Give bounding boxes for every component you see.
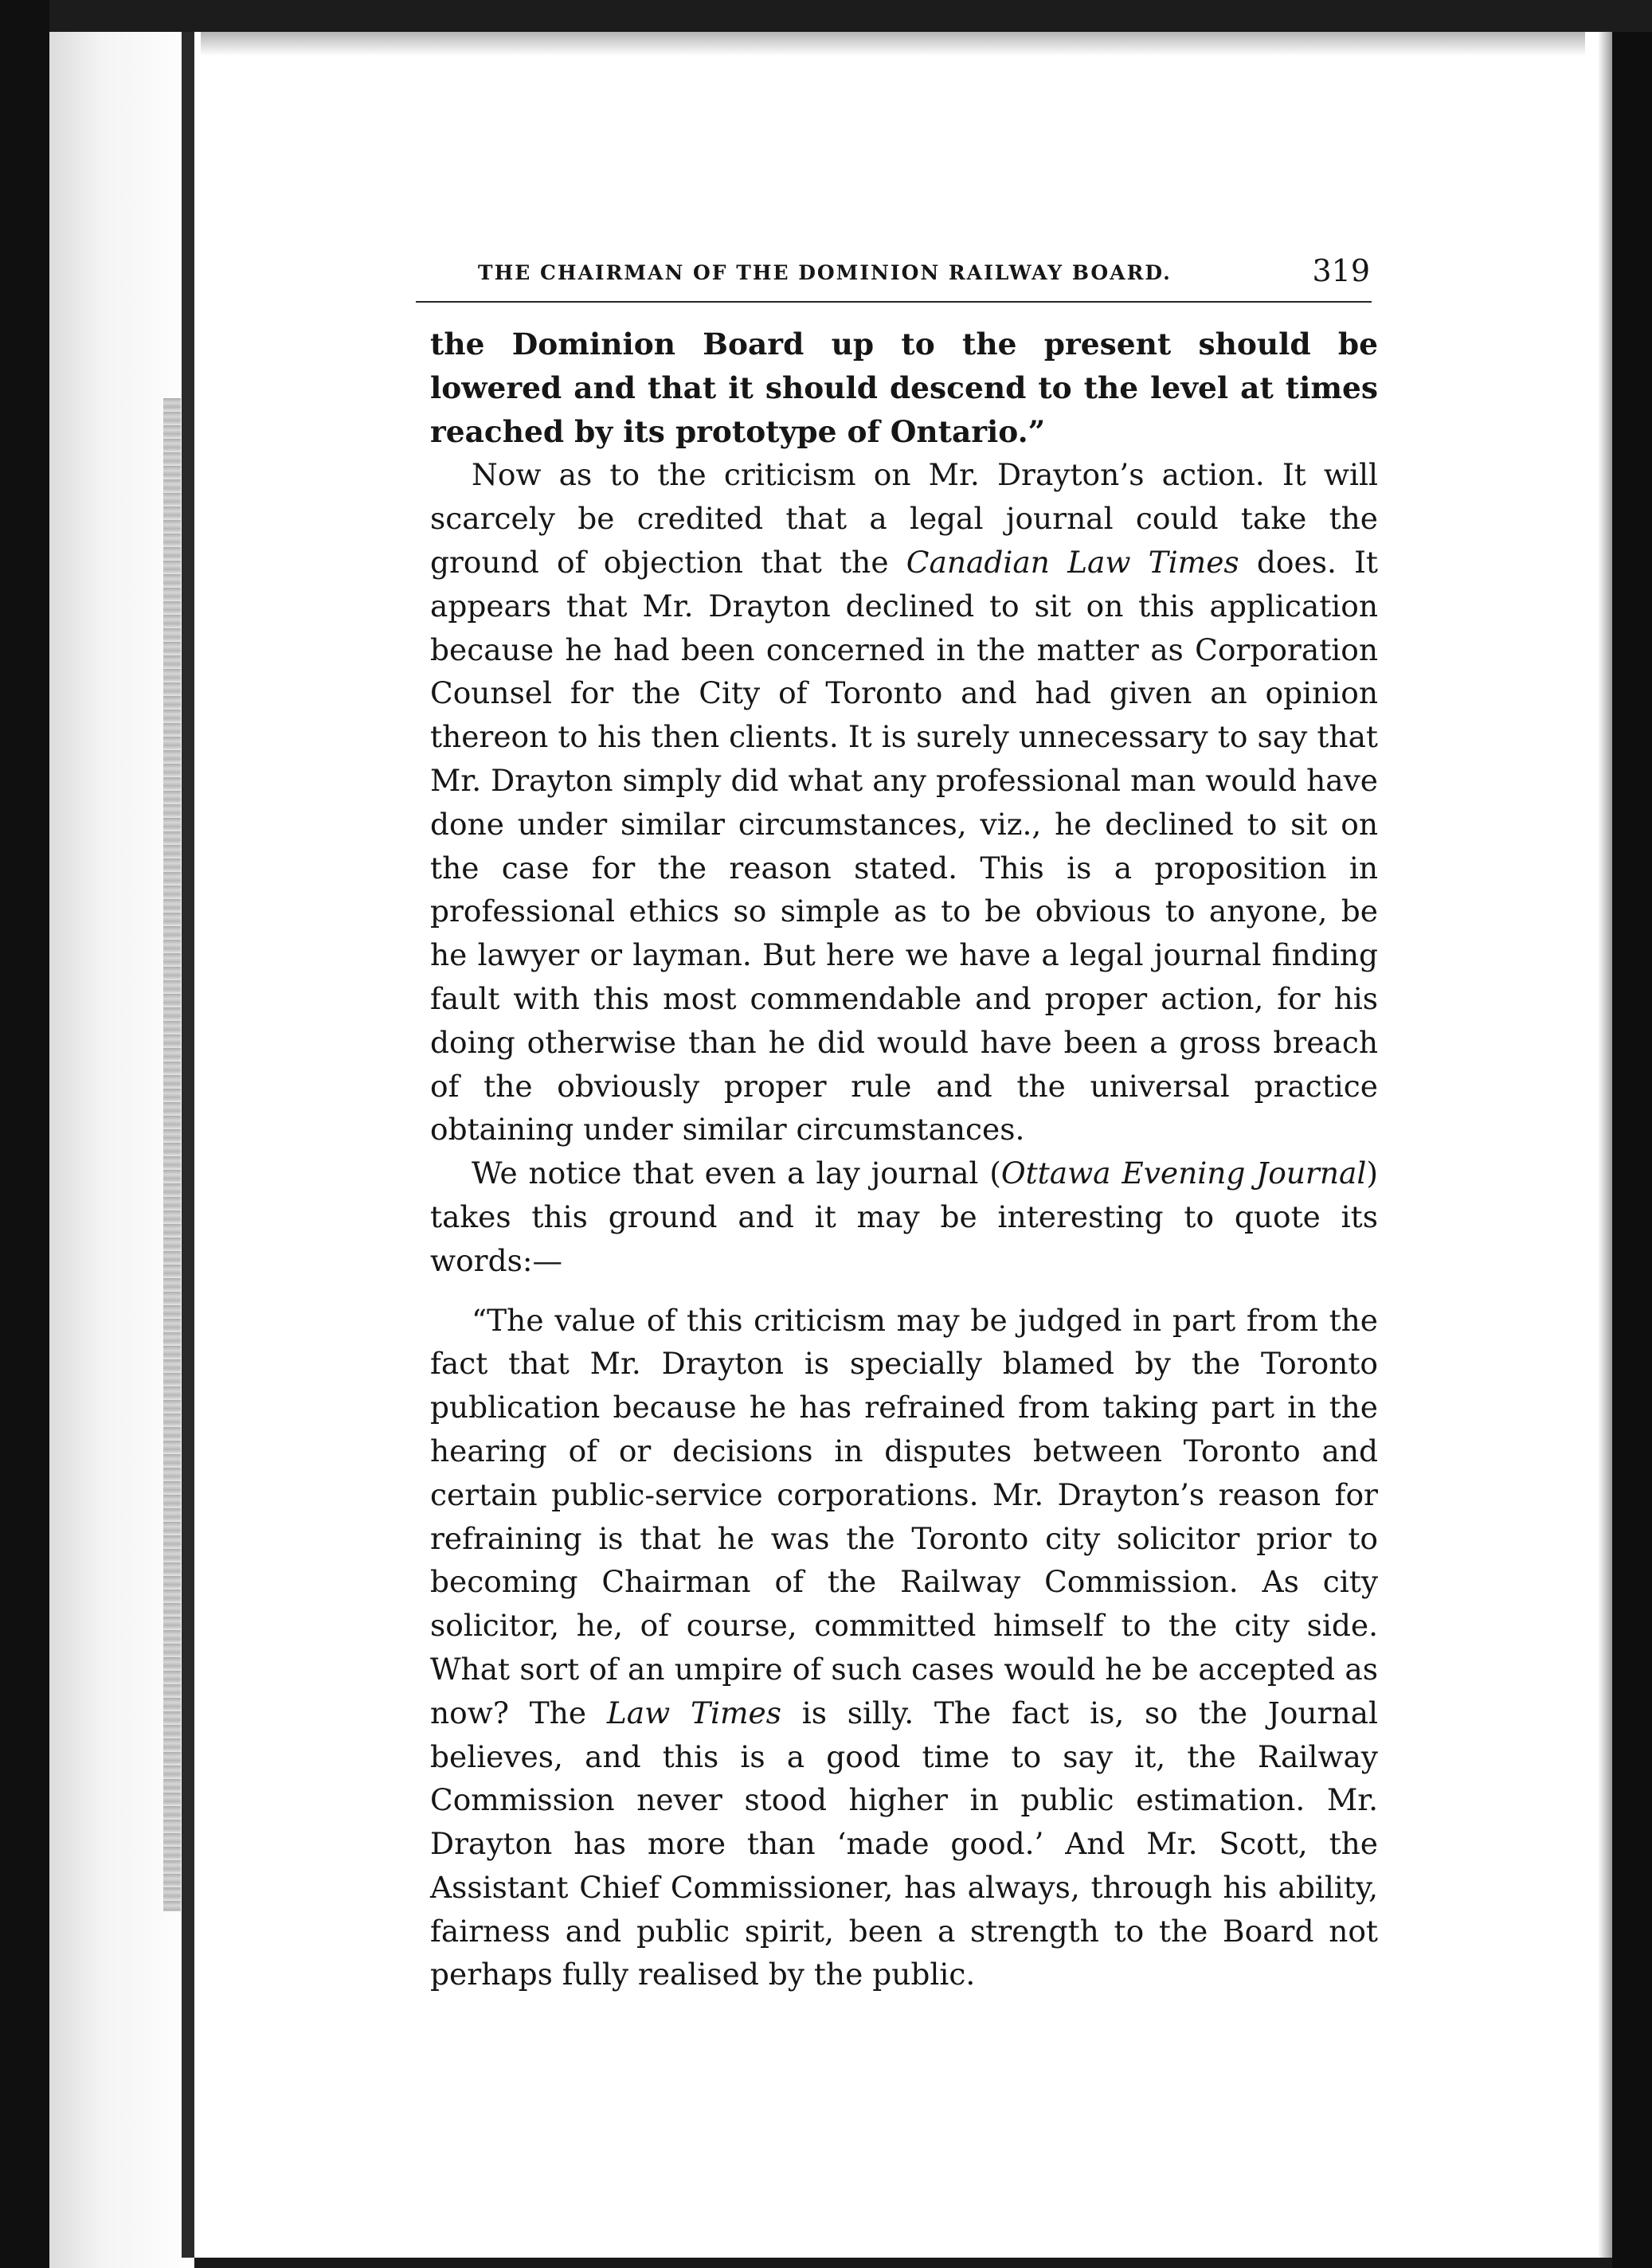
scan-border-right [1612,32,1652,2268]
paragraph-text: “The value of this criticism may be judged in part from the fact that Mr. Drayton is specially blamed by the Toronto publication because he has refrained from taking part in the hearing of or decisions in disputes between Toronto and certain public-service corporations. Mr. Drayton’s reason for refraining is that he was the Toronto city solicitor prior to becoming Chairman of the Railway Commission. As city solicitor, he, of course, committed himself to the city side. What sort of an umpire of such cases would he be accepted as now? The [430,1302,1378,1730]
scan-shadow-right [1598,32,1612,2268]
journal-title: Law Times [606,1695,781,1730]
running-head [478,253,1370,291]
paragraph-text: ) takes this ground and it may be interesting to quote its words:— [430,1156,1378,1278]
paragraph-text: does. It appears that Mr. Drayton declined to sit on this application because he had been concerned in the matter as Corporation Counsel for the City of Toronto and had given an opinion thereon to his then clients. It is surely unnecessary to say that Mr. Drayton simply did what any professional man would have done under similar circumstances, viz., he declined to sit on the case for the reason stated. This is a proposition in professional ethics so simple as to be obvious to anyone, be he lawyer or layman. But here we have a legal journal finding fault with this most commendable and proper action, for his doing otherwise than he did would have been a gross breach of the obviously proper rule and the universal practice obtaining under similar circumstances. [430,544,1378,1148]
page-number: 319 [1312,253,1370,288]
page-body [430,323,1378,1996]
scan-border-bottom [194,2258,1612,2268]
scan-border-left [0,0,49,2268]
paragraph-text: Now as to the criticism on Mr. Drayton’s action. It will scarcely be credited that a legal journal could take the ground of objection that the [430,457,1378,580]
header-rule [416,301,1372,303]
paragraph-text: the Dominion Board up to the present should be lowered and that it should descend to the level at times reached by its prototype of Ontario.” [430,327,1378,449]
binding-gutter [182,32,194,2258]
quoted-passage [430,1299,1378,1997]
paragraph-lay-journal [430,1152,1378,1282]
paragraph-continuation [430,323,1378,453]
binding-gutter-texture [163,398,181,1911]
paragraph-text: We notice that even a lay journal ( [472,1156,1001,1191]
paragraph-text: is silly. The fact is, so the Journal believes, and this is a good time to say it, the Railway Commission never stood higher in public estimation. Mr. Drayton has more than ‘made good.’ And Mr. Scott, the Assistant Chief Commissioner, has always, through his ability, fairness and public spirit, been a strength to the Board not perhaps fully realised by the public. [430,1695,1378,1992]
journal-title: Canadian Law Times [906,544,1239,580]
journal-title: Ottawa Evening Journal [1000,1156,1367,1191]
paragraph-criticism [430,453,1378,1152]
scan-border-top [0,0,1652,32]
scan-shadow-top [183,32,1585,56]
running-title: THE CHAIRMAN OF THE DOMINION RAILWAY BOARD. [478,261,1172,284]
